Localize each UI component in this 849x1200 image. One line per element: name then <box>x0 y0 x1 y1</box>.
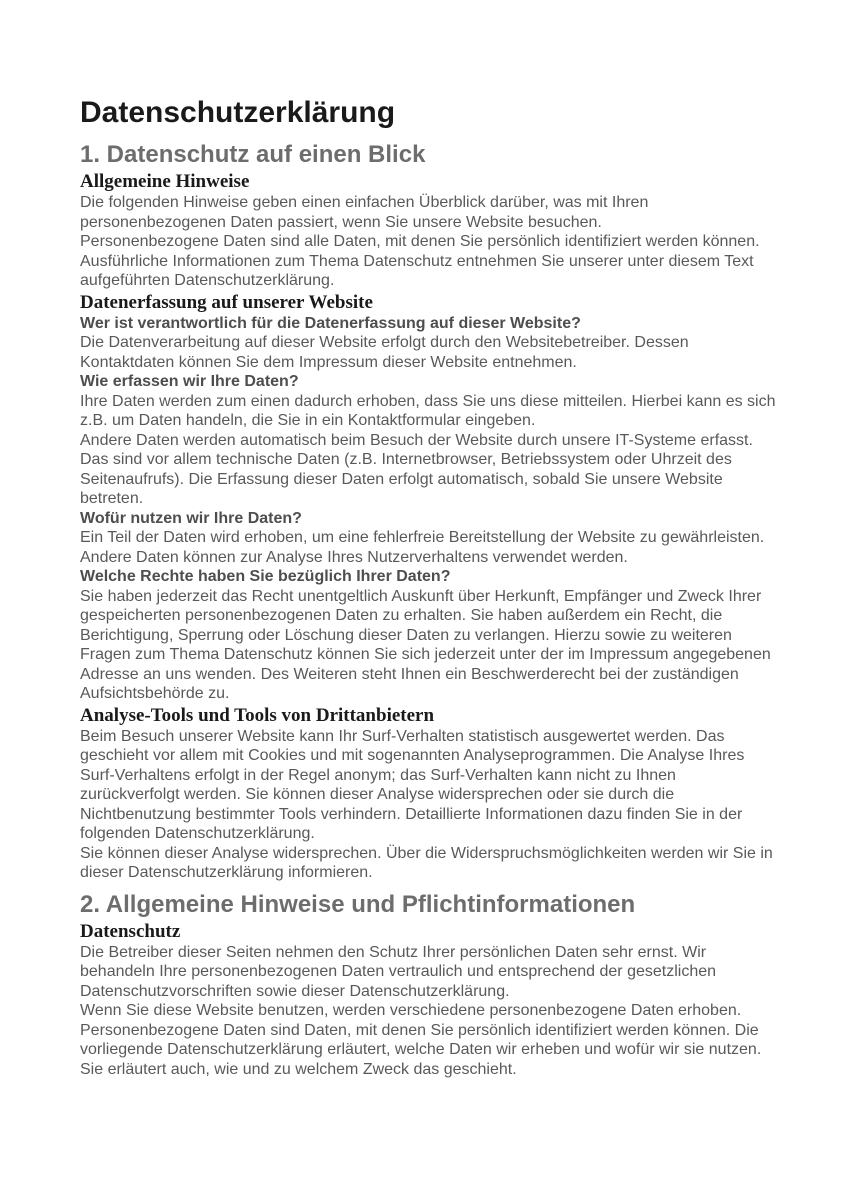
paragraph: Die Betreiber dieser Seiten nehmen den Schutz Ihrer persönlichen Daten sehr ernst. Wir behandeln Ihre personenbezogenen Daten vertraulich und entsprechend der gesetzlichen Datenschutzvorschriften sowie dieser Datenschutzerklärung. <box>80 943 717 1000</box>
paragraph: Die folgenden Hinweise geben einen einfachen Überblick darüber, was mit Ihren personenbezogenen Daten passiert, wenn Sie unsere Website besuchen. <box>80 194 649 231</box>
paragraph: Andere Daten werden automatisch beim Besuch der Website durch unsere IT-Systeme erfasst. Das sind vor allem technische Daten (z.B. Internetbrowser, Betriebssystem oder Uhrzeit des Seitenaufrufs). Die Erfassung dieser Daten erfolgt automatisch, sobald Sie unsere Website betreten. <box>80 431 753 507</box>
paragraph: Ein Teil der Daten wird erhoben, um eine fehlerfreie Bereitstellung der Website zu gewährleisten. Andere Daten können zur Analyse Ihres Nutzerverhaltens verwendet werden. <box>80 529 765 566</box>
bold-subheading: Wofür nutzen wir Ihre Daten? <box>80 509 302 527</box>
bold-subheading: Wer ist verantwortlich für die Datenerfassung auf dieser Website? <box>80 314 581 332</box>
document-title: Datenschutzerklärung <box>80 96 396 129</box>
paragraph: Sie können dieser Analyse widersprechen. Über die Widerspruchsmöglichkeiten werden wir Sie in dieser Datenschutzerklärung informieren. <box>80 844 773 881</box>
section-heading: 1. Datenschutz auf einen Blick <box>80 141 426 168</box>
paragraph: Personenbezogene Daten sind alle Daten, mit denen Sie persönlich identifiziert werden können. Ausführliche Informationen zum Thema Datenschutz entnehmen Sie unserer unter diesem Text aufgeführten Datenschutzerklärung. <box>80 233 760 289</box>
serif-subheading: Analyse-Tools und Tools von Drittanbietern <box>80 704 435 726</box>
paragraph: Die Datenverarbeitung auf dieser Website erfolgt durch den Websitebetreiber. Dessen Kontaktdaten können Sie dem Impressum dieser Website entnehmen. <box>80 334 689 371</box>
serif-subheading: Allgemeine Hinweise <box>80 171 250 192</box>
serif-subheading: Datenerfassung auf unserer Website <box>80 291 373 313</box>
bold-subheading: Welche Rechte haben Sie bezüglich Ihrer Daten? <box>80 568 451 585</box>
paragraph: Ihre Daten werden zum einen dadurch erhoben, dass Sie uns diese mitteilen. Hierbei kann es sich z.B. um Daten handeln, die Sie in ein Kontaktformular eingeben. <box>80 392 776 429</box>
document-body <box>80 141 778 1079</box>
section-heading: 2. Allgemeine Hinweise und Pflichtinformationen <box>80 890 636 918</box>
paragraph: Beim Besuch unserer Website kann Ihr Surf-Verhalten statistisch ausgewertet werden. Das geschieht vor allem mit Cookies und mit sogenannten Analyseprogrammen. Die Analyse Ihres Surf-Verhaltens erfolgt in der Regel anonym; das Surf-Verhalten kann nicht zu Ihnen zurückverfolgt werden. Sie können dieser Analyse widersprechen oder sie durch die Nichtbenutzung bestimmter Tools verhindern. Detaillierte Informationen dazu finden Sie in der folgenden Datenschutzerklärung. <box>80 727 745 842</box>
bold-subheading: Wie erfassen wir Ihre Daten? <box>80 373 299 390</box>
serif-subheading: Datenschutz <box>80 920 181 942</box>
paragraph: Wenn Sie diese Website benutzen, werden verschiedene personenbezogene Daten erhoben. Personenbezogene Daten sind Daten, mit denen Sie persönlich identifiziert werden können. Die vorliegende Datenschutzerklärung erläutert, welche Daten wir erheben und wofür wir sie nutzen. Sie erläutert auch, wie und zu welchem Zweck das geschieht. <box>80 1002 762 1078</box>
paragraph: Sie haben jederzeit das Recht unentgeltlich Auskunft über Herkunft, Empfänger und Zweck Ihrer gespeicherten personenbezogenen Daten zu erhalten. Sie haben außerdem ein Recht, die Berichtigung, Sperrung oder Löschung dieser Daten zu verlangen. Hierzu sowie zu weiteren Fragen zum Thema Datenschutz können Sie sich jederzeit unter der im Impressum angegebenen Adresse an uns wenden. Des Weiteren steht Ihnen ein Beschwerderecht bei der zuständigen Aufsichtsbehörde zu. <box>80 587 771 702</box>
